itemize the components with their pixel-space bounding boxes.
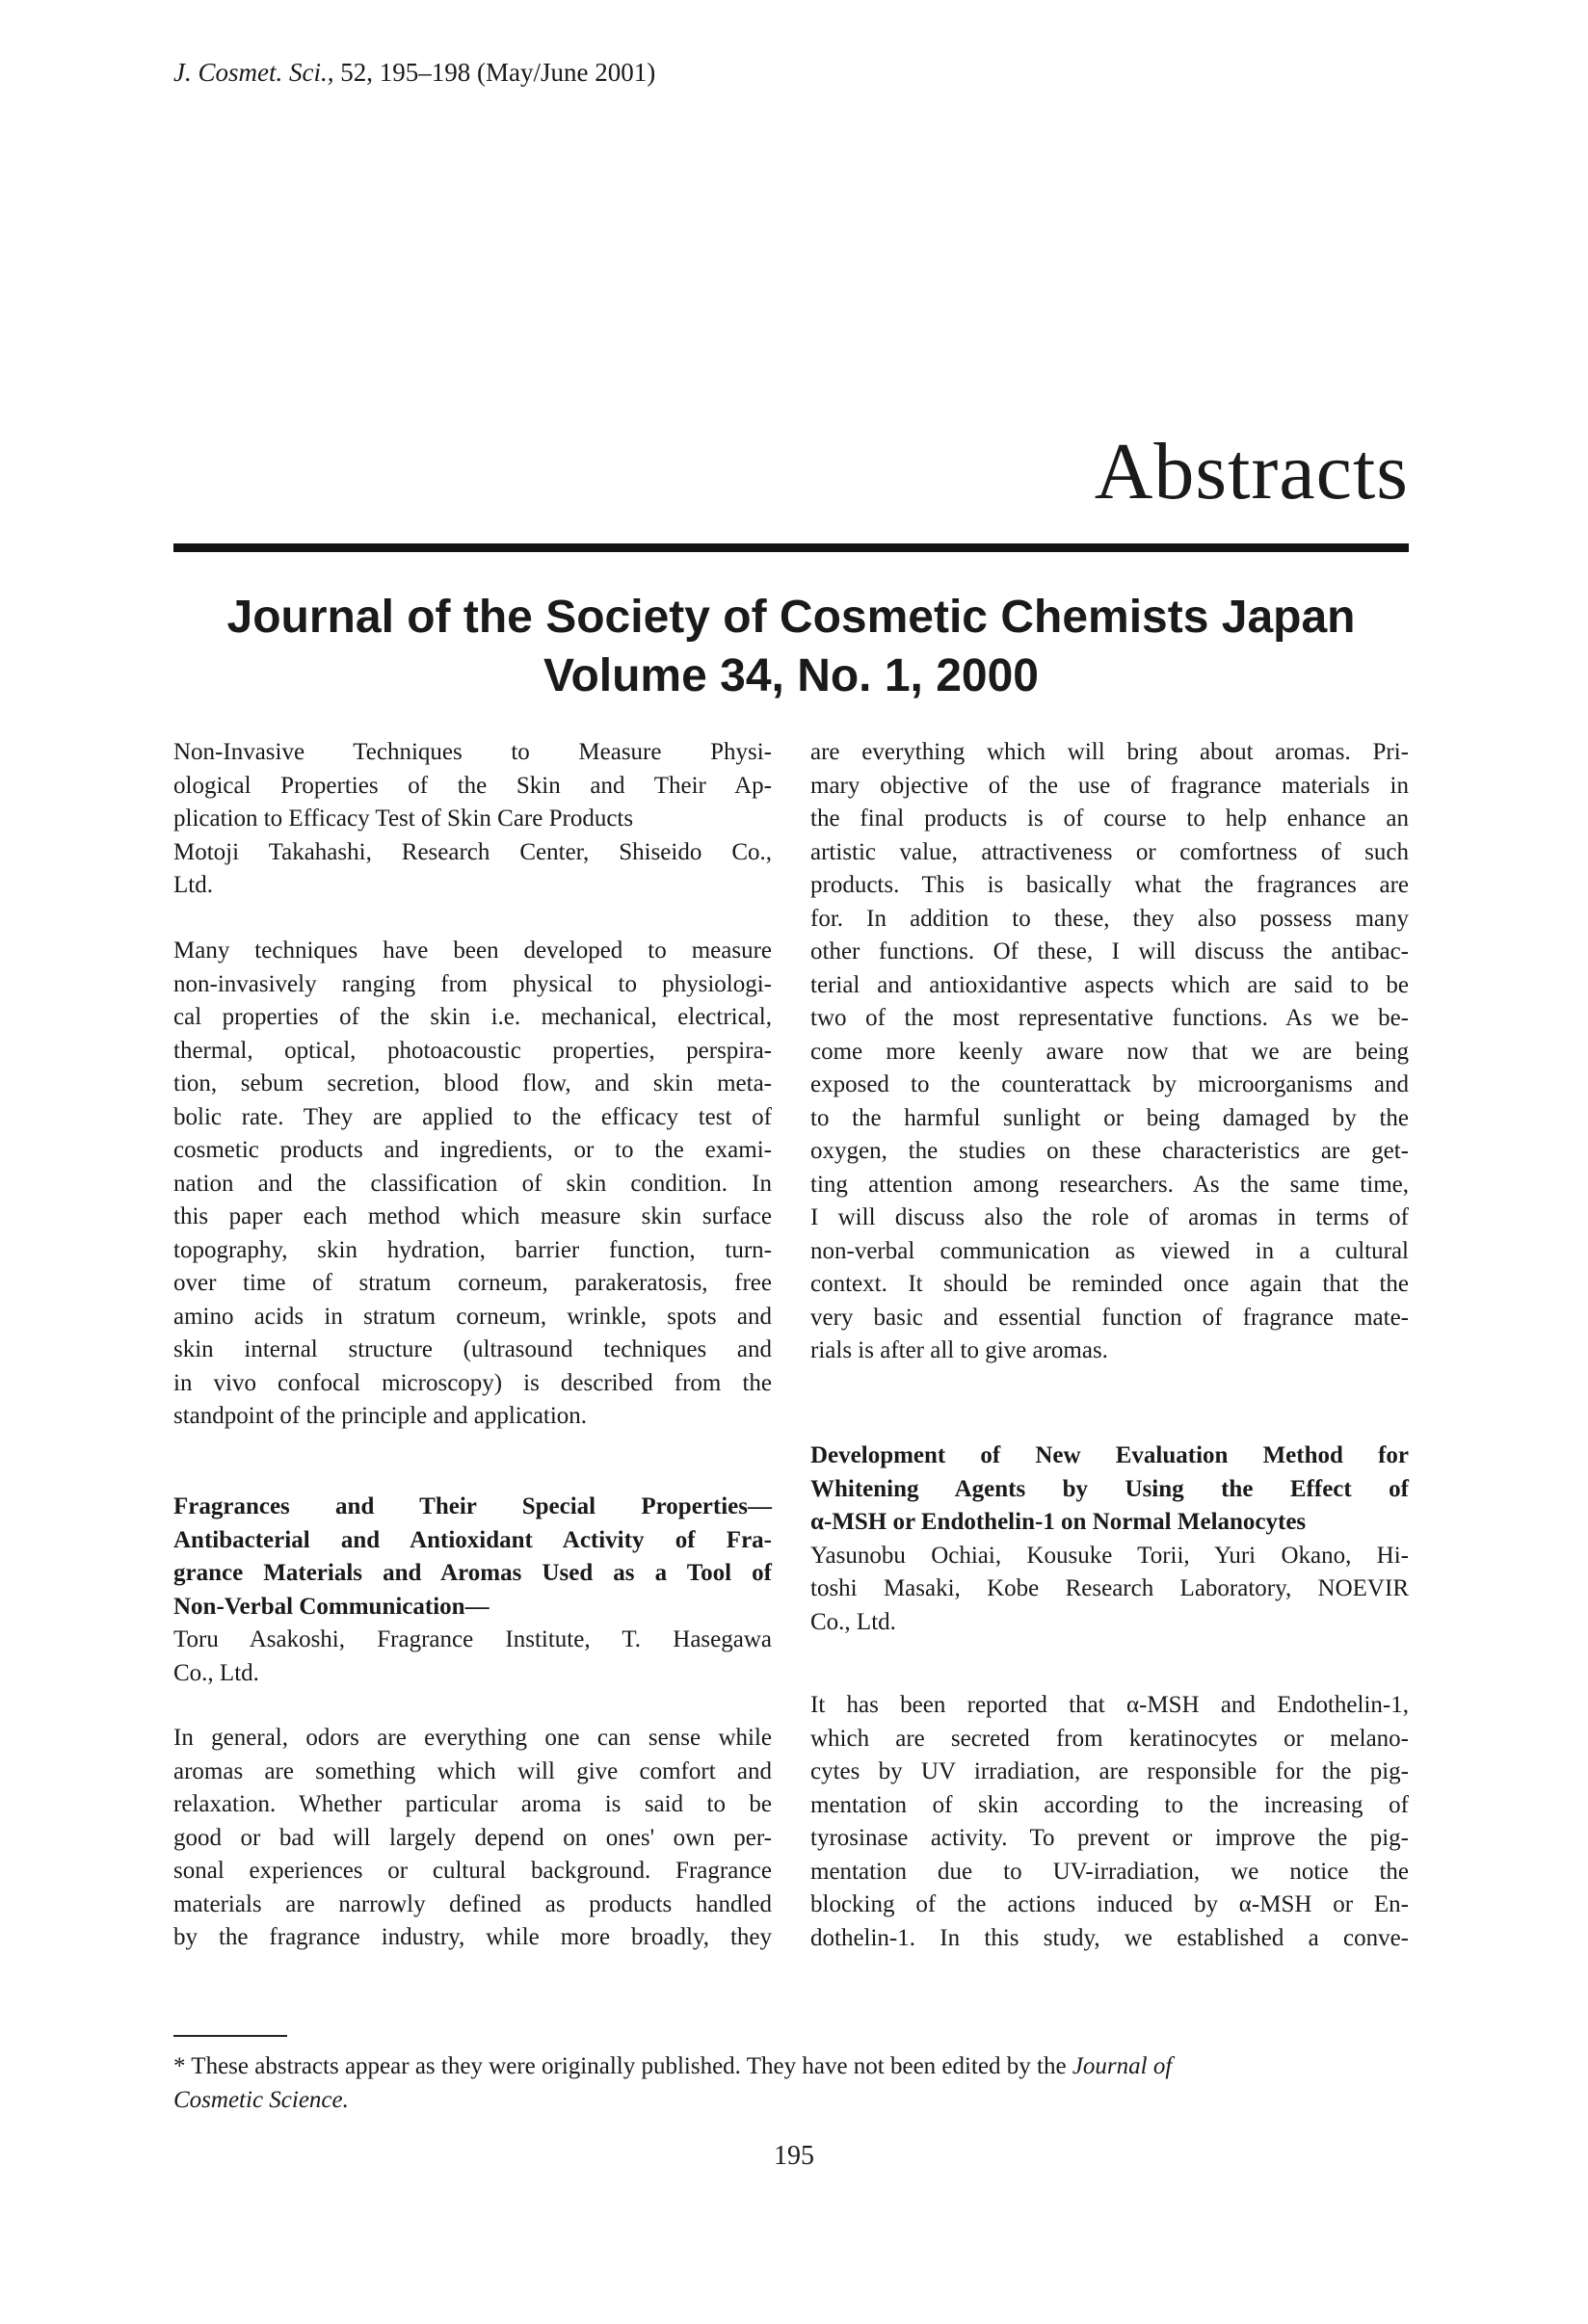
text-line: mentation of skin according to the increasing of (810, 1791, 1409, 1818)
abstract-body-fragrances (173, 1722, 772, 1955)
text-line: context. It should be reminded once again that the (810, 1271, 1409, 1297)
text-line: non-verbal communication as viewed in a cultural (810, 1237, 1409, 1264)
text-line: cal properties of the skin i.e. mechanical, electrical, (173, 1004, 772, 1030)
text-line: very basic and essential function of fragrance mate- (810, 1304, 1409, 1331)
text-line: standpoint of the principle and application. (173, 1403, 588, 1429)
text-line: amino acids in stratum corneum, wrinkle, spots and (173, 1303, 772, 1330)
author-line: toshi Masaki, Kobe Research Laboratory, NOEVIR (810, 1575, 1409, 1601)
text-line: topography, skin hydration, barrier function, turn- (173, 1236, 772, 1263)
text-line: cytes by UV irradiation, are responsible for the pig- (810, 1758, 1409, 1784)
author-line: Yasunobu Ochiai, Kousuke Torii, Yuri Okano, Hi- (810, 1542, 1409, 1569)
text-line: skin internal structure (ultrasound techniques and (173, 1336, 772, 1362)
text-line: I will discuss also the role of aromas in terms of (810, 1204, 1409, 1230)
text-line: two of the most representative functions. As we be- (810, 1005, 1409, 1031)
title-line: Whitening Agents by Using the Effect of (810, 1475, 1409, 1502)
title-line: Fragrances and Their Special Properties— (173, 1493, 772, 1519)
text-line: sonal experiences or cultural background. Fragrance (173, 1858, 772, 1884)
text-line: Non-Invasive Techniques to Measure Physi- (173, 739, 772, 765)
footnote (173, 2049, 1409, 2117)
section-title: Abstracts (1094, 427, 1409, 516)
text-line: tyrosinase activity. To prevent or improve the pig- (810, 1825, 1409, 1851)
abstract-body-fragrances-continued (810, 736, 1409, 1368)
text-line: exposed to the counterattack by microorganisms and (810, 1071, 1409, 1097)
footnote-rule (173, 2035, 287, 2037)
text-line: the final products is of course to help enhance an (810, 805, 1409, 832)
text-line: rials is after all to give aromas. (810, 1337, 1108, 1363)
text-line: to the harmful sunlight or being damaged by the (810, 1104, 1409, 1131)
text-line: over time of stratum corneum, parakeratosis, free (173, 1270, 772, 1296)
abstract-title-whitening (810, 1439, 1409, 1639)
text-line: relaxation. Whether particular aroma is said to be (173, 1791, 772, 1817)
text-line: In general, odors are everything one can sense while (173, 1725, 772, 1751)
footnote-journal-2: Cosmetic Science. (173, 2087, 349, 2113)
author-line: Co., Ltd. (810, 1608, 896, 1635)
journal-abbrev: J. Cosmet. Sci., (173, 58, 334, 87)
text-line: by the fragrance industry, while more broadly, they (173, 1924, 772, 1950)
text-line: artistic value, attractiveness or comfortness of such (810, 838, 1409, 865)
text-line: good or bad will largely depend on ones' own per- (173, 1824, 772, 1851)
text-line: ting attention among researchers. As the same time, (810, 1171, 1409, 1198)
text-line: other functions. Of these, I will discuss the antibac- (810, 938, 1409, 964)
text-line: cosmetic products and ingredients, or to the exami- (173, 1137, 772, 1163)
text-line: for. In addition to these, they also possess many (810, 905, 1409, 932)
title-line: Antibacterial and Antioxidant Activity of Fra- (173, 1526, 772, 1553)
author-line: Co., Ltd. (173, 1659, 259, 1686)
title-line: Development of New Evaluation Method for (810, 1442, 1409, 1468)
text-line: mentation due to UV-irradiation, we notice the (810, 1858, 1409, 1885)
text-line: plication to Efficacy Test of Skin Care Products (173, 805, 634, 832)
author-line: Motoji Takahashi, Research Center, Shiseido Co., (173, 838, 772, 865)
text-line: blocking of the actions induced by α-MSH or En- (810, 1891, 1409, 1917)
text-line: thermal, optical, photoacoustic properties, perspira- (173, 1037, 772, 1064)
abstract-body-whitening (810, 1689, 1409, 1955)
journal-name: Journal of the Society of Cosmetic Chemists Japan (226, 592, 1356, 643)
text-line: Many techniques have been developed to measure (173, 938, 772, 964)
title-line: Non-Verbal Communication— (173, 1593, 490, 1620)
text-line: are everything which will bring about aromas. Pri- (810, 739, 1409, 765)
text-line: materials are narrowly defined as products handled (173, 1890, 772, 1917)
abstract-body-noninvasive (173, 935, 772, 1434)
text-line: aromas are something which will give comfort and (173, 1757, 772, 1784)
text-line: come more keenly aware now that we are being (810, 1038, 1409, 1065)
page-number: 195 (774, 2141, 814, 2171)
title-line: α-MSH or Endothelin-1 on Normal Melanocytes (810, 1509, 1307, 1535)
text-line: products. This is basically what the fragrances are (810, 872, 1409, 898)
abstract-title-fragrances (173, 1491, 772, 1690)
text-line: in vivo confocal microscopy) is described from the (173, 1369, 772, 1396)
author-line: Toru Asakoshi, Fragrance Institute, T. Hasegawa (173, 1626, 772, 1652)
title-rule (173, 543, 1409, 552)
text-line: which are secreted from keratinocytes or melano- (810, 1725, 1409, 1752)
text-line: bolic rate. They are applied to the efficacy test of (173, 1103, 772, 1130)
text-line: non-invasively ranging from physical to physiologi- (173, 970, 772, 997)
abstract-title-noninvasive (173, 736, 772, 903)
footnote-journal-1: Journal of (1072, 2053, 1173, 2079)
text-line: It has been reported that α-MSH and Endothelin-1, (810, 1692, 1409, 1718)
author-line: Ltd. (173, 872, 213, 898)
citation: 52, 195–198 (May/June 2001) (333, 58, 656, 87)
running-head (173, 58, 655, 88)
text-line: dothelin-1. In this study, we established a conve- (810, 1924, 1409, 1951)
text-line: tion, sebum secretion, blood flow, and skin meta- (173, 1070, 772, 1096)
text-line: nation and the classification of skin condition. In (173, 1170, 772, 1197)
text-line: terial and antioxidantive aspects which are said to be (810, 971, 1409, 998)
text-line: ological Properties of the Skin and Their Ap- (173, 772, 772, 799)
text-line: mary objective of the use of fragrance materials in (810, 772, 1409, 799)
title-line: grance Materials and Aromas Used as a Tool of (173, 1560, 772, 1586)
footnote-text: * These abstracts appear as they were originally published. They have not been edited by the (173, 2053, 1072, 2079)
text-line: oxygen, the studies on these characteristics are get- (810, 1138, 1409, 1164)
text-line: this paper each method which measure skin surface (173, 1203, 772, 1229)
journal-volume: Volume 34, No. 1, 2000 (543, 650, 1039, 701)
